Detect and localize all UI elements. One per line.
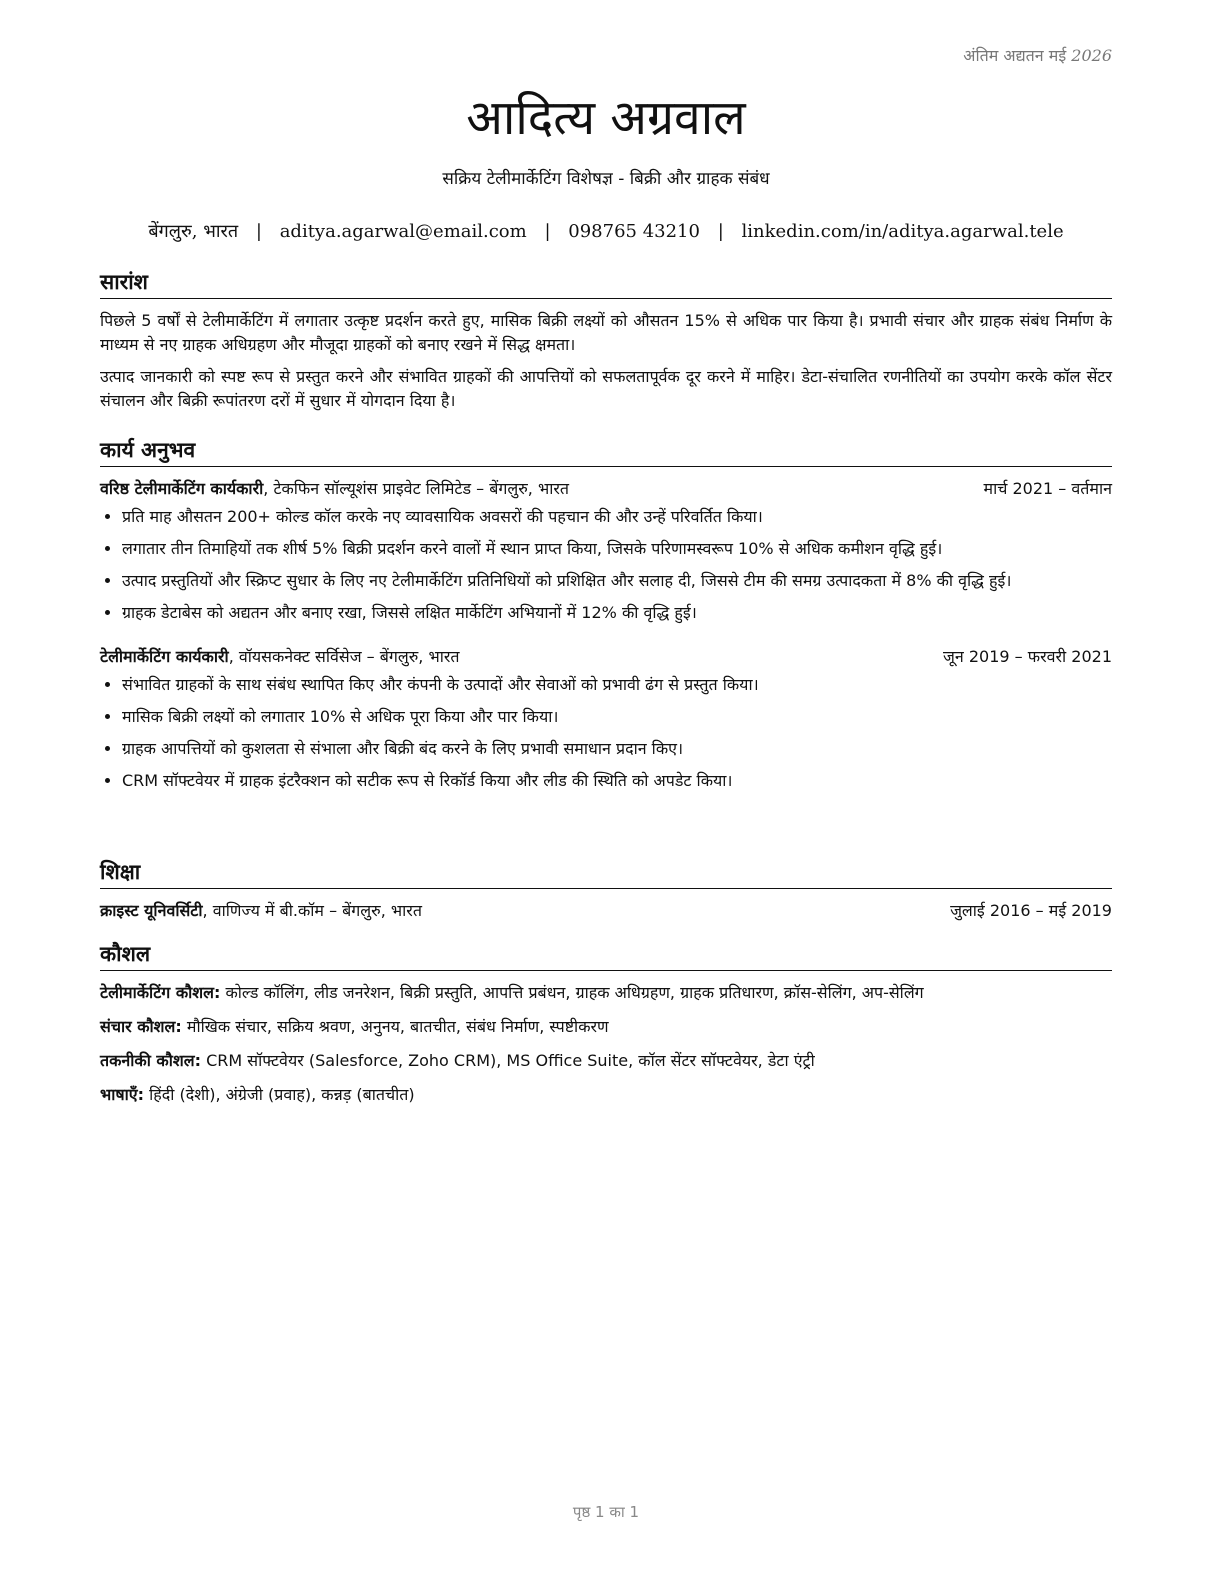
- education-entry: [100, 899, 1112, 923]
- list-item: • लगातार तीन तिमाहियों तक शीर्ष 5% बिक्री प्रदर्शन करने वालों में स्थान प्राप्त किया, जिसके परिणामस्वरूप 10% से अधिक कमीशन वृद्धि हुई।: [122, 537, 1112, 561]
- phone-number: 098765 43210: [568, 221, 700, 242]
- separator: |: [544, 221, 551, 242]
- list-item: • प्रति माह औसतन 200+ कोल्ड कॉल करके नए व्यावसायिक अवसरों की पहचान की और उन्हें परिवर्तित किया।: [122, 505, 1112, 529]
- list-item: • मासिक बिक्री लक्ष्यों को लगातार 10% से अधिक पूरा किया और पार किया।: [122, 705, 1112, 729]
- tagline: सक्रिय टेलीमार्केटिंग विशेषज्ञ - बिक्री और ग्राहक संबंध: [442, 169, 770, 189]
- job-company: , वॉयसकनेक्ट सर्विसेज – बेंगलुरु, भारत: [228, 647, 460, 666]
- skill-value: CRM सॉफ्टवेयर (Salesforce, Zoho CRM), MS Office Suite, कॉल सेंटर सॉफ्टवेयर, डेटा एंट्री: [201, 1051, 815, 1070]
- linkedin-link[interactable]: linkedin.com/in/aditya.agarwal.tele: [741, 221, 1064, 242]
- summary-section: [100, 268, 1112, 421]
- job-header: [100, 645, 1112, 669]
- skill-line: [100, 981, 1112, 1005]
- job-dates: जून 2019 – फरवरी 2021: [943, 647, 1112, 666]
- location: बेंगलुरु, भारत: [148, 221, 239, 242]
- candidate-name: आदित्य अग्रवाल: [466, 90, 746, 146]
- last-updated-label: अंतिम अद्यतन मई: [963, 46, 1067, 65]
- education-dates: जुलाई 2016 – मई 2019: [950, 901, 1112, 920]
- job-title-line: [100, 477, 569, 501]
- section-title-skills: कौशल: [100, 940, 1112, 971]
- list-item: • CRM सॉफ्टवेयर में ग्राहक इंटरैक्शन को सटीक रूप से रिकॉर्ड किया और लीड की स्थिति को अपडेट किया।: [122, 769, 1112, 793]
- separator: |: [255, 221, 262, 242]
- list-item: • ग्राहक डेटाबेस को अद्यतन और बनाए रखा, जिससे लक्षित मार्केटिंग अभियानों में 12% की वृद्धि हुई।: [122, 601, 1112, 625]
- page-number: पृष्ठ 1 का 1: [572, 1503, 640, 1521]
- skill-label: टेलीमार्केटिंग कौशल:: [100, 983, 221, 1002]
- skill-value: हिंदी (देशी), अंग्रेजी (प्रवाह), कन्नड़ (बातचीत): [144, 1085, 415, 1104]
- job-role: टेलीमार्केटिंग कार्यकारी: [100, 647, 229, 666]
- job-header: [100, 477, 1112, 501]
- job-role: वरिष्ठ टेलीमार्केटिंग कार्यकारी: [100, 479, 264, 498]
- list-item: • संभावित ग्राहकों के साथ संबंध स्थापित किए और कंपनी के उत्पादों और सेवाओं को प्रभावी ढंग से प्रस्तुत किया।: [122, 673, 1112, 697]
- education-line: [100, 899, 422, 923]
- job-entry: [100, 645, 1112, 793]
- skill-label: संचार कौशल:: [100, 1017, 182, 1036]
- section-title-summary: सारांश: [100, 268, 1112, 299]
- resume-page: [100, 0, 1112, 1584]
- contact-line: [100, 219, 1112, 243]
- email-link[interactable]: aditya.agarwal@email.com: [279, 221, 527, 242]
- section-title-education: शिक्षा: [100, 858, 1112, 889]
- section-title-experience: कार्य अनुभव: [100, 436, 1112, 467]
- skills-section: [100, 940, 1112, 1117]
- list-item: • ग्राहक आपत्तियों को कुशलता से संभाला और बिक्री बंद करने के लिए प्रभावी समाधान प्रदान किए।: [122, 737, 1112, 761]
- degree: , वाणिज्य में बी.कॉम – बेंगलुरु, भारत: [202, 901, 422, 920]
- skill-value: कोल्ड कॉलिंग, लीड जनरेशन, बिक्री प्रस्तुति, आपत्ति प्रबंधन, ग्राहक अधिग्रहण, ग्राहक प्रतिधारण, क्रॉस-सेलिंग, अप-सेलिंग: [220, 983, 924, 1002]
- job-title-line: [100, 645, 460, 669]
- summary-paragraph: पिछले 5 वर्षों से टेलीमार्केटिंग में लगातार उत्कृष्ट प्रदर्शन करते हुए, मासिक बिक्री लक्ष्यों को औसतन 15% से अधिक पार किया है। प्रभावी संचार और ग्राहक संबंध निर्माण के माध्यम से नए ग्राहक अधिग्रहण और मौजूदा ग्राहकों को बनाए रखने में सिद्ध क्षमता।: [100, 311, 1112, 354]
- experience-section: [100, 436, 1112, 801]
- skill-line: [100, 1015, 1112, 1039]
- job-company: , टेकफिन सॉल्यूशंस प्राइवेट लिमिटेड – बेंगलुरु, भारत: [263, 479, 570, 498]
- separator: |: [717, 221, 724, 242]
- list-item: • उत्पाद प्रस्तुतियों और स्क्रिप्ट सुधार के लिए नए टेलीमार्केटिंग प्रतिनिधियों को प्रशिक्षित और सलाह दी, जिससे टीम की समग्र उत्पादकता में 8% की वृद्धि हुई।: [122, 569, 1112, 593]
- skill-value: मौखिक संचार, सक्रिय श्रवण, अनुनय, बातचीत, संबंध निर्माण, स्पष्टीकरण: [181, 1017, 609, 1036]
- job-bullets: [100, 505, 1112, 625]
- last-updated: [963, 44, 1112, 66]
- skill-line: [100, 1049, 1112, 1073]
- skill-label: भाषाएँ:: [100, 1085, 145, 1104]
- institution: क्राइस्ट यूनिवर्सिटी: [100, 901, 203, 920]
- job-dates: मार्च 2021 – वर्तमान: [983, 479, 1112, 498]
- skill-label: तकनीकी कौशल:: [100, 1051, 201, 1070]
- education-section: [100, 858, 1112, 923]
- skill-line: [100, 1083, 1112, 1107]
- job-entry: [100, 477, 1112, 625]
- job-bullets: [100, 673, 1112, 793]
- last-updated-year: 2026: [1071, 46, 1112, 65]
- summary-paragraph: उत्पाद जानकारी को स्पष्ट रूप से प्रस्तुत करने और संभावित ग्राहकों की आपत्तियों को सफलतापूर्वक दूर करने में माहिर। डेटा-संचालित रणनीतियों का उपयोग करके कॉल सेंटर संचालन और बिक्री रूपांतरण दरों में सुधार में योगदान दिया है।: [100, 367, 1112, 410]
